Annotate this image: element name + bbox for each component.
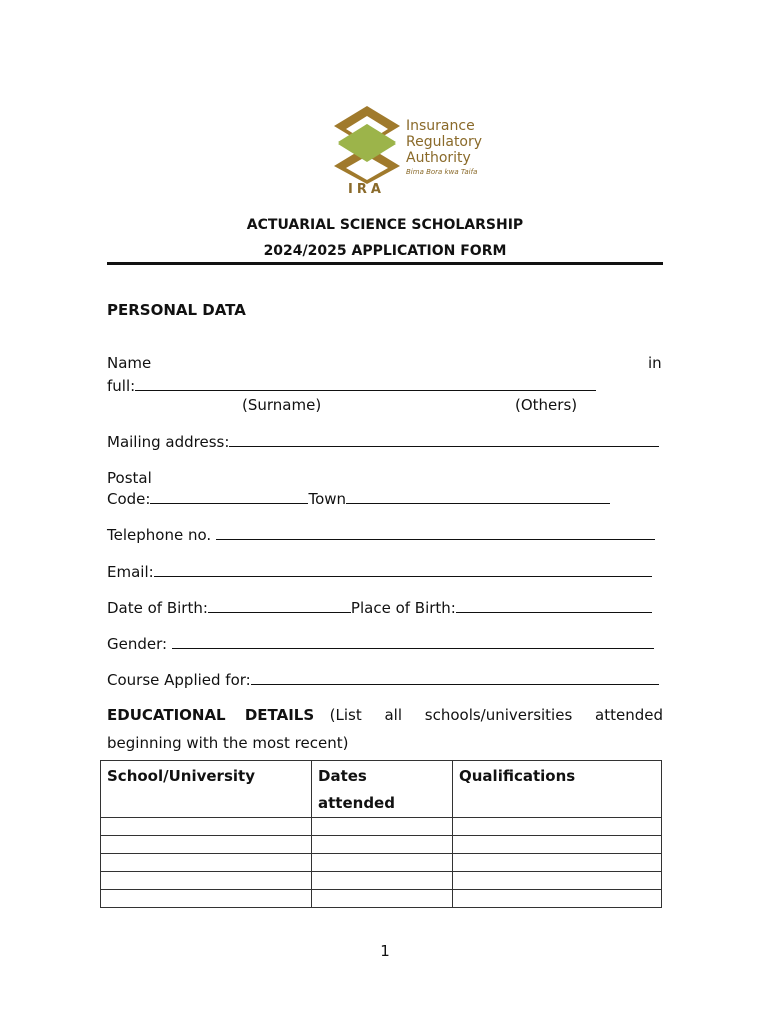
dates-cell[interactable] xyxy=(312,872,453,890)
education-table xyxy=(100,760,662,908)
telephone-label: Telephone no. xyxy=(107,526,212,544)
name-in-label: in xyxy=(648,354,662,372)
qualification-cell[interactable] xyxy=(453,836,662,854)
education-heading-row xyxy=(107,706,663,724)
personal-data-heading: PERSONAL DATA xyxy=(107,301,246,319)
table-row xyxy=(101,854,662,872)
name-label: Name xyxy=(107,354,152,372)
postal-label: Postal xyxy=(107,469,152,487)
pob-label: Place of Birth: xyxy=(350,599,456,617)
title-divider xyxy=(107,262,663,265)
form-title-line2: 2024/2025 APPLICATION FORM xyxy=(263,243,507,259)
school-cell[interactable] xyxy=(101,872,312,890)
others-caption: (Others) xyxy=(515,396,578,414)
full-name-label: full: xyxy=(107,377,136,395)
email-label: Email: xyxy=(107,563,154,581)
gender-label: Gender: xyxy=(107,635,168,653)
school-cell[interactable] xyxy=(101,836,312,854)
full-name-field[interactable] xyxy=(135,376,596,391)
educational-details-heading: EDUCATIONAL DETAILS xyxy=(107,706,315,724)
school-cell[interactable] xyxy=(101,854,312,872)
col-school: School/University xyxy=(101,761,312,818)
course-field[interactable] xyxy=(251,670,659,685)
col-dates: Dates attended xyxy=(312,761,453,818)
dob-field[interactable] xyxy=(208,598,351,613)
qualification-cell[interactable] xyxy=(453,854,662,872)
school-cell[interactable] xyxy=(101,818,312,836)
ira-emblem-icon xyxy=(332,104,402,184)
table-header-row xyxy=(101,761,662,818)
qualification-cell[interactable] xyxy=(453,872,662,890)
page-number: 1 xyxy=(380,942,390,960)
table-row xyxy=(101,872,662,890)
qualification-cell[interactable] xyxy=(453,818,662,836)
org-tagline: Bima Bora kwa Taifa xyxy=(406,168,478,176)
form-title-line1: ACTUARIAL SCIENCE SCHOLARSHIP xyxy=(246,217,524,233)
dates-cell[interactable] xyxy=(312,836,453,854)
dob-label: Date of Birth: xyxy=(107,599,208,617)
pob-field[interactable] xyxy=(456,598,652,613)
postal-code-field[interactable] xyxy=(150,489,308,504)
col-qualifications: Qualifications xyxy=(453,761,662,818)
town-field[interactable] xyxy=(346,489,610,504)
dates-cell[interactable] xyxy=(312,854,453,872)
surname-caption: (Surname) xyxy=(242,396,322,414)
table-row xyxy=(101,818,662,836)
town-label: Town xyxy=(308,490,347,508)
table-row xyxy=(101,890,662,908)
qualification-cell[interactable] xyxy=(453,890,662,908)
org-abbreviation: IRA xyxy=(348,182,385,197)
org-name: Insurance Regulatory Authority xyxy=(406,118,483,166)
course-label: Course Applied for: xyxy=(107,671,251,689)
school-cell[interactable] xyxy=(101,890,312,908)
email-field[interactable] xyxy=(154,562,652,577)
telephone-field[interactable] xyxy=(216,525,655,540)
educational-details-note-cont: beginning with the most recent) xyxy=(107,734,349,752)
educational-details-note: (List all schools/universities attended xyxy=(329,706,663,724)
table-row xyxy=(101,836,662,854)
dates-cell[interactable] xyxy=(312,890,453,908)
ira-logo xyxy=(332,104,502,200)
dates-cell[interactable] xyxy=(312,818,453,836)
gender-field[interactable] xyxy=(172,634,654,649)
mailing-address-label: Mailing address: xyxy=(107,433,230,451)
postal-code-label: Code: xyxy=(107,490,151,508)
mailing-address-field[interactable] xyxy=(229,432,659,447)
